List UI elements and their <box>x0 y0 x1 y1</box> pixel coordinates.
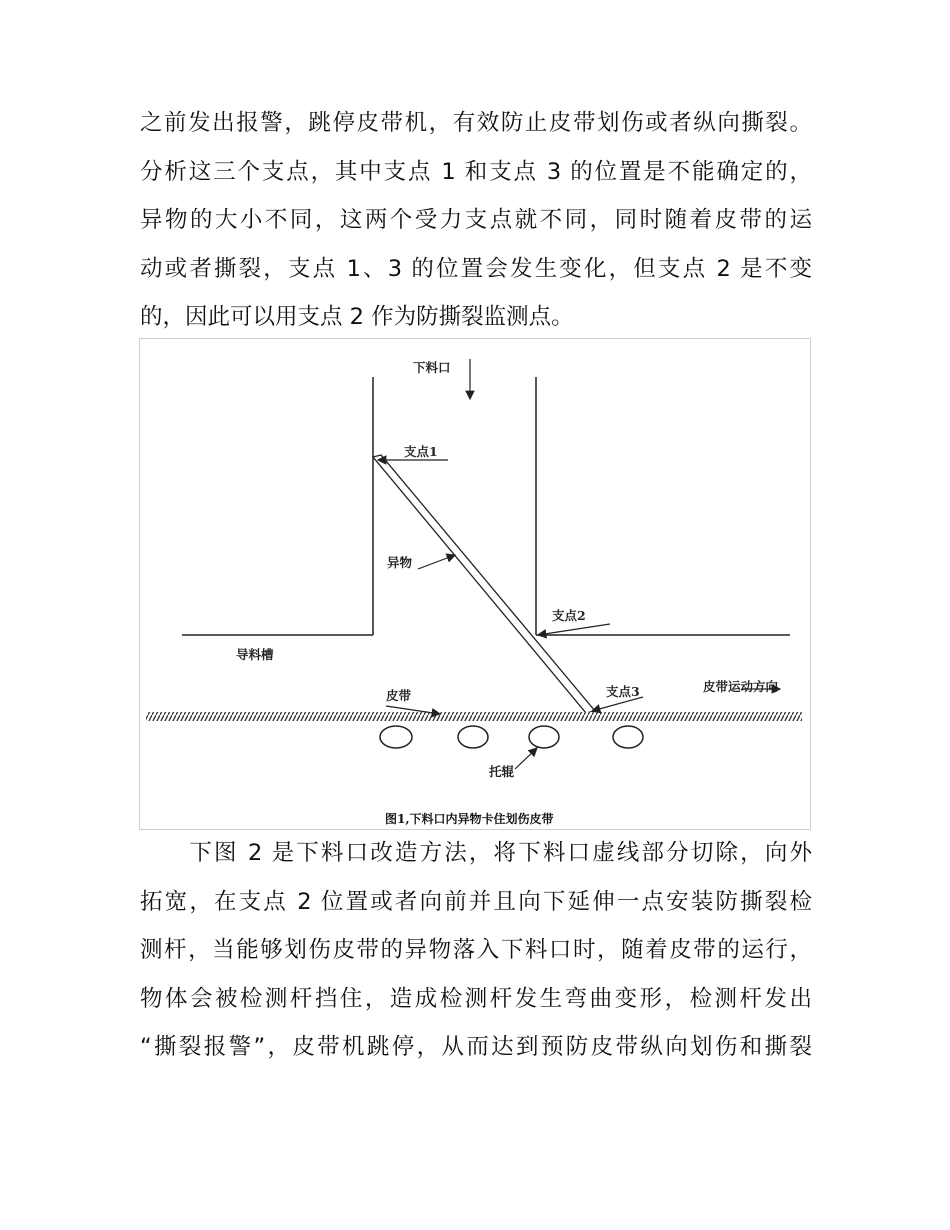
roller-4 <box>613 726 643 748</box>
support2-label: 支点2 <box>552 608 586 623</box>
diagram-canvas <box>140 339 812 831</box>
support1-label: 支点1 <box>404 444 438 459</box>
rollers <box>380 726 643 748</box>
support3-arrow <box>592 697 643 711</box>
paragraph-2 <box>140 829 812 1072</box>
roller-1 <box>380 726 412 748</box>
support2-arrow <box>538 624 610 635</box>
paragraph-1 <box>140 99 812 342</box>
roller-label-arrow <box>515 748 537 769</box>
foreign-object-bar <box>373 455 595 713</box>
text-line: 拓宽，在支点 2 位置或者向前并且向下延伸一点安装防撕裂检 <box>140 888 812 915</box>
belt <box>146 712 802 721</box>
roller-2 <box>458 726 488 748</box>
roller-3 <box>529 726 559 748</box>
direction-label: 皮带运动方向 <box>703 679 779 694</box>
text-line: 分析这三个支点，其中支点 1 和支点 3 的位置是不能确定的， <box>140 158 812 185</box>
roller-label: 托辊 <box>489 764 515 779</box>
chute-right-wall <box>536 377 790 635</box>
foreign-object-arrow <box>418 555 455 569</box>
text-line: “撕裂报警”，皮带机跳停，从而达到预防皮带纵向划伤和撕裂 <box>140 1034 812 1060</box>
foreign-object-label: 异物 <box>387 555 413 570</box>
text-line: 之前发出报警，跳停皮带机，有效防止皮带划伤或者纵向撕裂。 <box>140 110 812 136</box>
figure-belt-diagram <box>139 338 811 830</box>
text-line: 下图 2 是下料口改造方法，将下料口虚线部分切除，向外 <box>140 840 812 866</box>
text-line: 异物的大小不同，这两个受力支点就不同，同时随着皮带的运 <box>140 207 812 233</box>
figure-caption: 图1,下料口内异物卡住划伤皮带 <box>385 812 554 826</box>
text-line: 物体会被检测杆挡住，造成检测杆发生弯曲变形，检测杆发出 <box>140 985 812 1012</box>
chute-left-wall <box>182 377 373 635</box>
text-line: 测杆，当能够划伤皮带的异物落入下料口时，随着皮带的运行， <box>140 937 812 963</box>
support3-label: 支点3 <box>606 684 640 699</box>
belt-label: 皮带 <box>386 688 412 703</box>
text-line: 动或者撕裂，支点 1、3 的位置会发生变化，但支点 2 是不变 <box>140 255 812 282</box>
text-line: 的，因此可以用支点 2 作为防撕裂监测点。 <box>140 304 574 330</box>
inlet-label: 下料口 <box>413 360 451 375</box>
chute-label: 导料槽 <box>236 647 274 662</box>
